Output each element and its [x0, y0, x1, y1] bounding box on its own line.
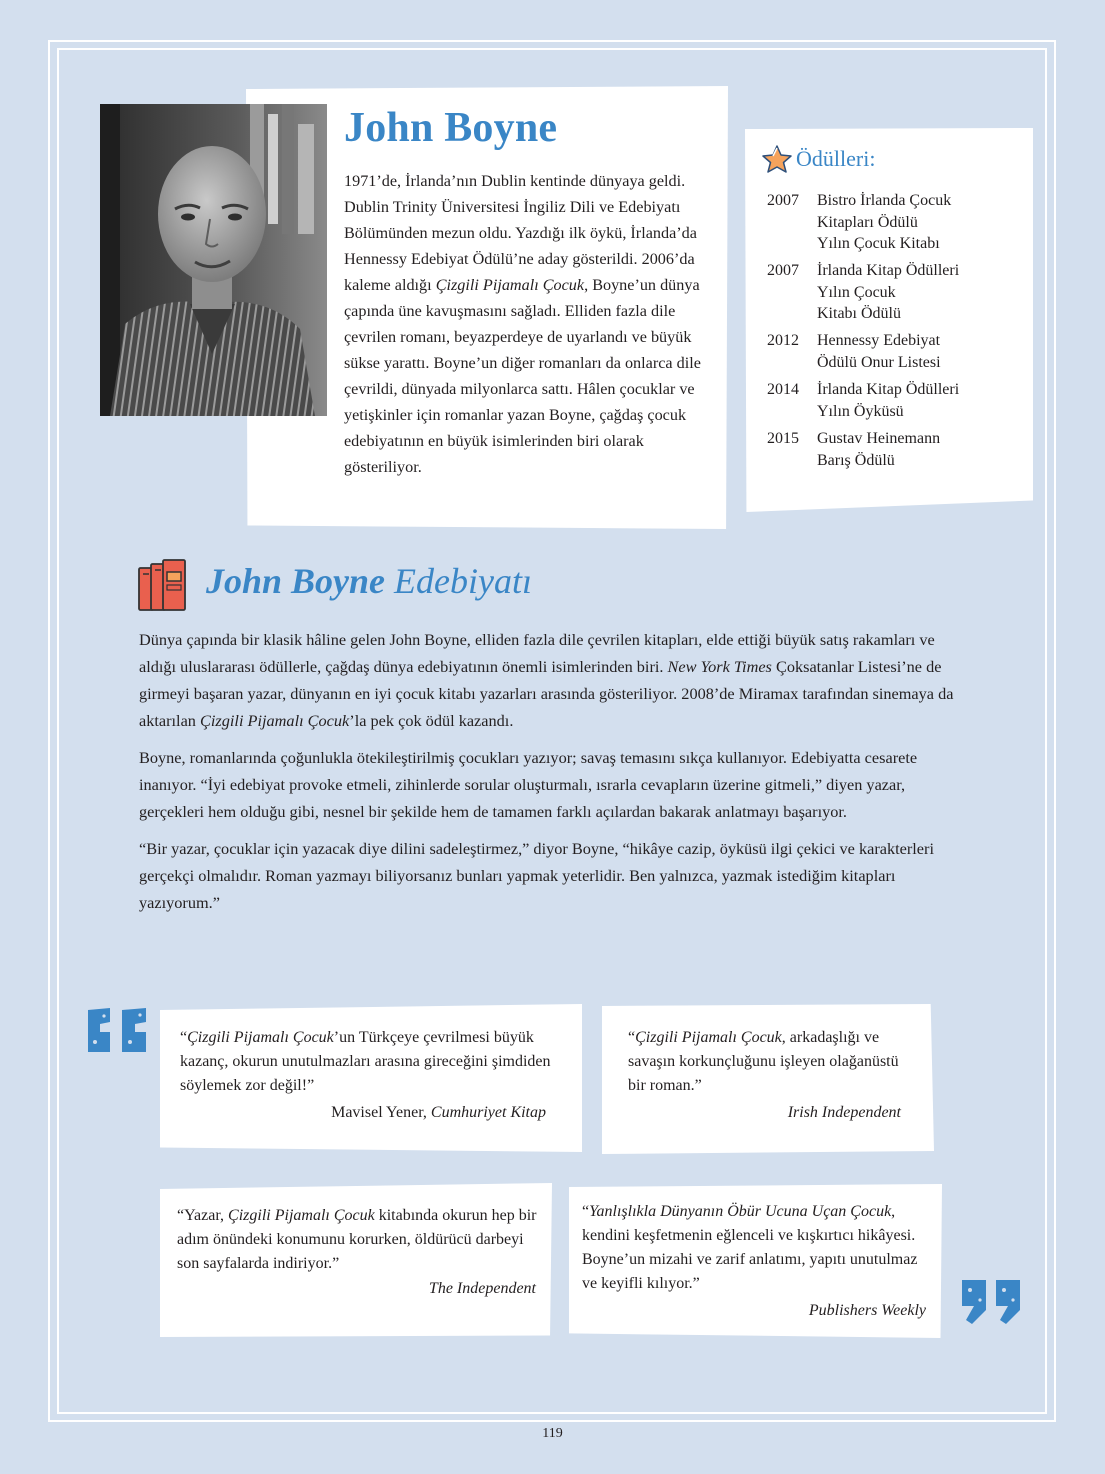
award-title [817, 428, 1007, 471]
text-run: “Yazar, [177, 1207, 229, 1224]
text-run: “ [582, 1203, 590, 1220]
award-line: Yılın Çocuk Kitabı [817, 235, 940, 252]
italic-text: New York Times [667, 657, 772, 676]
award-year: 2014 [767, 381, 799, 398]
author-name: John Boyne [344, 105, 558, 151]
quote-text [180, 1026, 560, 1098]
text-run: ’un Türkçeye çevrilmesi büyük kazanç, okurun unutulmazları arasına gireceğini şimdiden söylemek zor değil!” [180, 1029, 551, 1094]
award-line: Hennessy Edebiyat [817, 332, 941, 349]
text-run: Boyne, romanlarında çoğunlukla ötekileştirilmiş çocukları yazıyor; savaş temasını sıkça kullanıyor. Edebiyatta cesarete inanıyor. “İyi edebiyat provoke etmeli, zihinlerde sorular oluşturmalı, ısrarla cevapların üzerine gitmeli,” diyen yazar, gerçekleri hem olduğu gibi, nesnel bir şekilde hem de tamamen farklı açılardan bakarak anlatmayı başarıyor. [139, 748, 918, 821]
quote-source [582, 1302, 926, 1320]
section-title [206, 560, 532, 602]
award-line: Yılın Öyküsü [817, 402, 904, 420]
quote-source [628, 1104, 901, 1122]
books-icon [137, 558, 189, 614]
award-year: 2007 [767, 192, 799, 209]
body-paragraph [139, 835, 969, 916]
text-run: “ [628, 1029, 636, 1046]
open-quote-icon [84, 1006, 150, 1056]
text-run: Çoksatanlar Listesi’ne de girmeyi başaran yazar, dünyanın en iyi çocuk kitabı yazarları arasında gösteriliyor. 2008’de Miramax tarafından sinemaya da aktarılan [139, 657, 954, 730]
body-paragraph [139, 626, 969, 734]
close-quote-icon [958, 1276, 1024, 1328]
author-photo [100, 104, 327, 416]
award-item [767, 379, 1007, 422]
text-run: “ [180, 1029, 188, 1046]
award-item [767, 190, 1007, 255]
award-year: 2015 [767, 430, 799, 447]
award-year: 2007 [767, 262, 799, 279]
award-title [817, 190, 1007, 255]
italic-text: Yanlışlıkla Dünyanın Öbür Ucuna Uçan Çocuk [589, 1203, 892, 1220]
awards-title: Ödülleri: [796, 146, 876, 171]
text-run: , arkadaşlığı ve savaşın korkunçluğunu işleyen olağanüstü bir roman.” [628, 1029, 899, 1094]
quote-source [180, 1104, 546, 1122]
italic-text: Irish Independent [787, 1104, 901, 1121]
award-line: Kitapları Ödülü [817, 213, 918, 231]
text-run: Mavisel Yener, [331, 1104, 431, 1121]
body-paragraph [139, 744, 969, 825]
page-number: 119 [542, 1426, 563, 1441]
text-run: “Bir yazar, çocuklar için yazacak diye dilini sadeleştirmez,” diyor Boyne, “hikâye cazip, öyküsü ilgi çekici ve karakterleri gerçekçi olmalıdır. Roman yazmayı biliyorsanız bunları yapmak yeterlidir. Ben yalnızca, yazmak istediğim kitapları yazıyorum.” [139, 839, 934, 912]
award-line: Ödülü Onur Listesi [817, 353, 941, 371]
author-bio [344, 168, 720, 480]
italic-text: Çizgili Pijamalı Çocuk [200, 711, 350, 730]
text-run: , Boyne’un dünya çapında üne kavuşmasını sağladı. Elliden fazla dile çevrilen romanı, beyazperdeye de uyarlandı ve büyük sükse yarattı. Boyne’un diğer romanları da onlarca dile çevrildi, dünyada milyonlarca sattı. Hâlen çocuklar ve yetişkinler için romanlar yazan Boyne, çağdaş çocuk edebiyatının en büyük isimlerinden biri olarak gösteriliyor. [344, 276, 701, 476]
star-icon [762, 144, 792, 174]
text-run: ’la pek çok ödül kazandı. [349, 711, 514, 730]
quote-text [177, 1204, 539, 1276]
quote-text [582, 1200, 926, 1296]
quote-text [628, 1026, 918, 1098]
section-body [139, 626, 969, 926]
quote-source [177, 1280, 536, 1298]
awards-header [762, 144, 875, 174]
bio-paragraph [344, 168, 720, 480]
section-title-rest: Edebiyatı [385, 561, 532, 601]
award-line: Gustav Heinemann [817, 430, 941, 447]
award-item [767, 330, 1007, 373]
award-line: Yılın Çocuk [817, 283, 896, 301]
italic-text: The Independent [428, 1280, 536, 1297]
text-run: 1971’de, İrlanda’nın Dublin kentinde dünyaya geldi. Dublin Trinity Üniversitesi İngiliz Dili ve Edebiyatı Bölümünden mezun oldu. Yazdığı ilk öykü, İrlanda’da Hennessy Edebiyat Ödülü’ne aday gösterildi. 2006’da kaleme aldığı [344, 172, 697, 294]
award-title [817, 379, 1007, 422]
award-title [817, 260, 1007, 325]
award-year: 2012 [767, 332, 799, 349]
award-line: Barış Ödülü [817, 451, 895, 469]
text-run: Dünya çapında bir klasik hâline gelen John Boyne, elliden fazla dile çevrilen kitapları, elde ettiği büyük satış rakamları ve aldığı uluslararası ödüllerle, çağdaş dünya edebiyatının önemli isimlerinden biri. [139, 630, 935, 676]
award-line: İrlanda Kitap Ödülleri [817, 262, 960, 279]
text-run: , kendini keşfetmenin eğlenceli ve kışkırtıcı hikâyesi. Boyne’un mizahi ve zarif anlatımı, yapıtı unutulmaz ve keyifli kılıyor.” [582, 1203, 918, 1292]
award-line: İrlanda Kitap Ödülleri [817, 381, 960, 398]
award-item [767, 260, 1007, 325]
italic-text: Cumhuriyet Kitap [430, 1104, 546, 1121]
award-line: Bistro İrlanda Çocuk [817, 192, 952, 209]
award-title [817, 330, 1007, 373]
italic-text: Publishers Weekly [808, 1302, 926, 1319]
section-title-name: John Boyne [206, 561, 386, 601]
award-item [767, 428, 1007, 471]
italic-text: Çizgili Pijamalı Çocuk [635, 1029, 782, 1046]
italic-text: Çizgili Pijamalı Çocuk [435, 276, 585, 294]
italic-text: Çizgili Pijamalı Çocuk [187, 1029, 334, 1046]
award-line: Kitabı Ödülü [817, 305, 901, 322]
italic-text: Çizgili Pijamalı Çocuk [228, 1207, 375, 1224]
text-run: kitabında okurun hep bir adım önündeki konumunu korurken, öldürücü darbeyi son sayfalarda indiriyor.” [177, 1207, 537, 1272]
